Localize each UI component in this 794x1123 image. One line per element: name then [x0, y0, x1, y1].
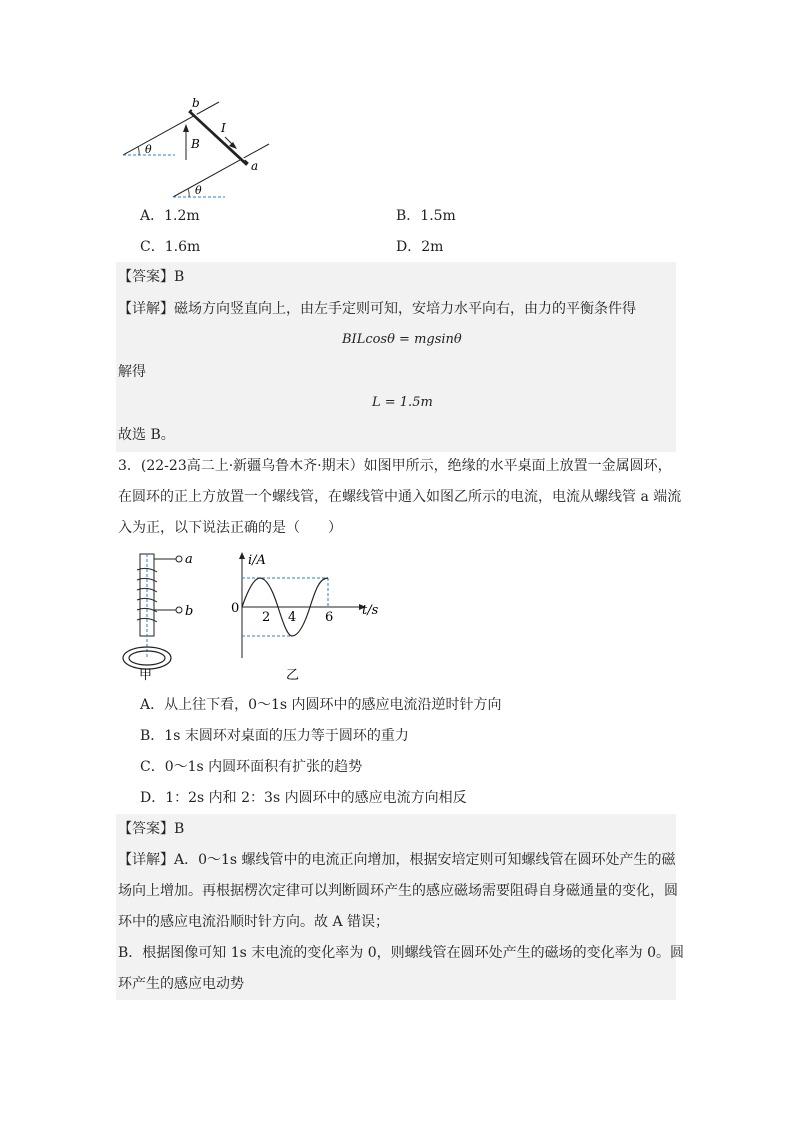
graph-origin: 0 — [231, 601, 240, 616]
q3-option-c: C．0～1s 内圆环面积有扩张的趋势 — [140, 759, 363, 775]
graph-tick-2: 2 — [262, 610, 271, 625]
q3-answer: 【答案】B — [118, 821, 185, 837]
q2-detail-line1: 【详解】磁场方向竖直向上，由左手定则可知，安培力水平向右，由力的平衡条件得 — [118, 301, 636, 317]
q3-option-a: A．从上往下看，0～1s 内圆环中的感应电流沿逆时针方向 — [140, 697, 502, 713]
q3-option-d: D．1：2s 内和 2：3s 内圆环中的感应电流方向相反 — [140, 790, 467, 806]
q3-detail-line4: B．根据图像可知 1s 末电流的变化率为 0，则螺线管在圆环处产生的磁场的变化率为 0。圆 — [118, 945, 684, 961]
fig1-theta-top: θ — [145, 143, 152, 156]
q2-answer: 【答案】B — [118, 269, 185, 285]
q3-detail-line5: 环产生的感应电动势 — [118, 976, 244, 992]
fig1-label-b: b — [192, 96, 200, 110]
q3-stem-line1: 3．(22-23高二上·新疆乌鲁木齐·期末）如图甲所示，绝缘的水平桌面上放置一金属圆环， — [118, 458, 672, 474]
q2-option-d: D．2m — [396, 239, 444, 255]
incline-rails-figure — [115, 92, 275, 202]
solenoid-ring-figure — [115, 548, 205, 683]
q2-solve-text: 解得 — [118, 364, 146, 380]
graph-ylabel: i/A — [248, 553, 266, 568]
fig1-label-B: B — [191, 137, 200, 151]
q3-detail-line1: 【详解】A．0～1s 螺线管中的电流正向增加，根据安培定则可知螺线管在圆环处产生的磁 — [118, 852, 676, 868]
q2-equation-1: BILcosθ = mgsinθ — [342, 332, 462, 347]
fig-jia-label-a: a — [185, 552, 193, 567]
q2-option-a: A．1.2m — [140, 208, 200, 224]
fig1-label-a: a — [251, 159, 259, 173]
q2-option-c: C．1.6m — [140, 239, 201, 255]
q3-detail-line2: 场向上增加。再根据楞次定律可以判断圆环产生的感应磁场需要阻碍自身磁通量的变化，圆 — [118, 883, 678, 899]
fig1-label-I: I — [221, 121, 226, 135]
graph-tick-4: 4 — [288, 610, 297, 625]
fig-jia-caption: 甲 — [139, 668, 153, 683]
q2-equation-2: L = 1.5m — [372, 395, 433, 410]
q3-stem-line3: 入为正，以下说法正确的是（ ） — [118, 520, 342, 536]
q3-stem-line2: 在圆环的正上方放置一个螺线管，在螺线管中通入如图乙所示的电流，电流从螺线管 a 端流 — [118, 489, 682, 505]
fig-jia-label-b: b — [185, 604, 194, 619]
q3-detail-line3: 环中的感应电流沿顺时针方向。故 A 错误； — [118, 914, 390, 930]
fig-yi-caption: 乙 — [286, 668, 300, 683]
current-time-graph — [222, 548, 382, 683]
q2-conclusion: 故选 B。 — [118, 427, 175, 443]
fig1-theta-bottom: θ — [195, 184, 202, 197]
q3-answer-block — [116, 814, 676, 1000]
q2-option-b: B．1.5m — [396, 208, 456, 224]
graph-xlabel: t/s — [362, 603, 379, 618]
q2-answer-block — [116, 262, 676, 452]
q3-option-b: B．1s 末圆环对桌面的压力等于圆环的重力 — [140, 728, 409, 744]
graph-tick-6: 6 — [325, 610, 334, 625]
